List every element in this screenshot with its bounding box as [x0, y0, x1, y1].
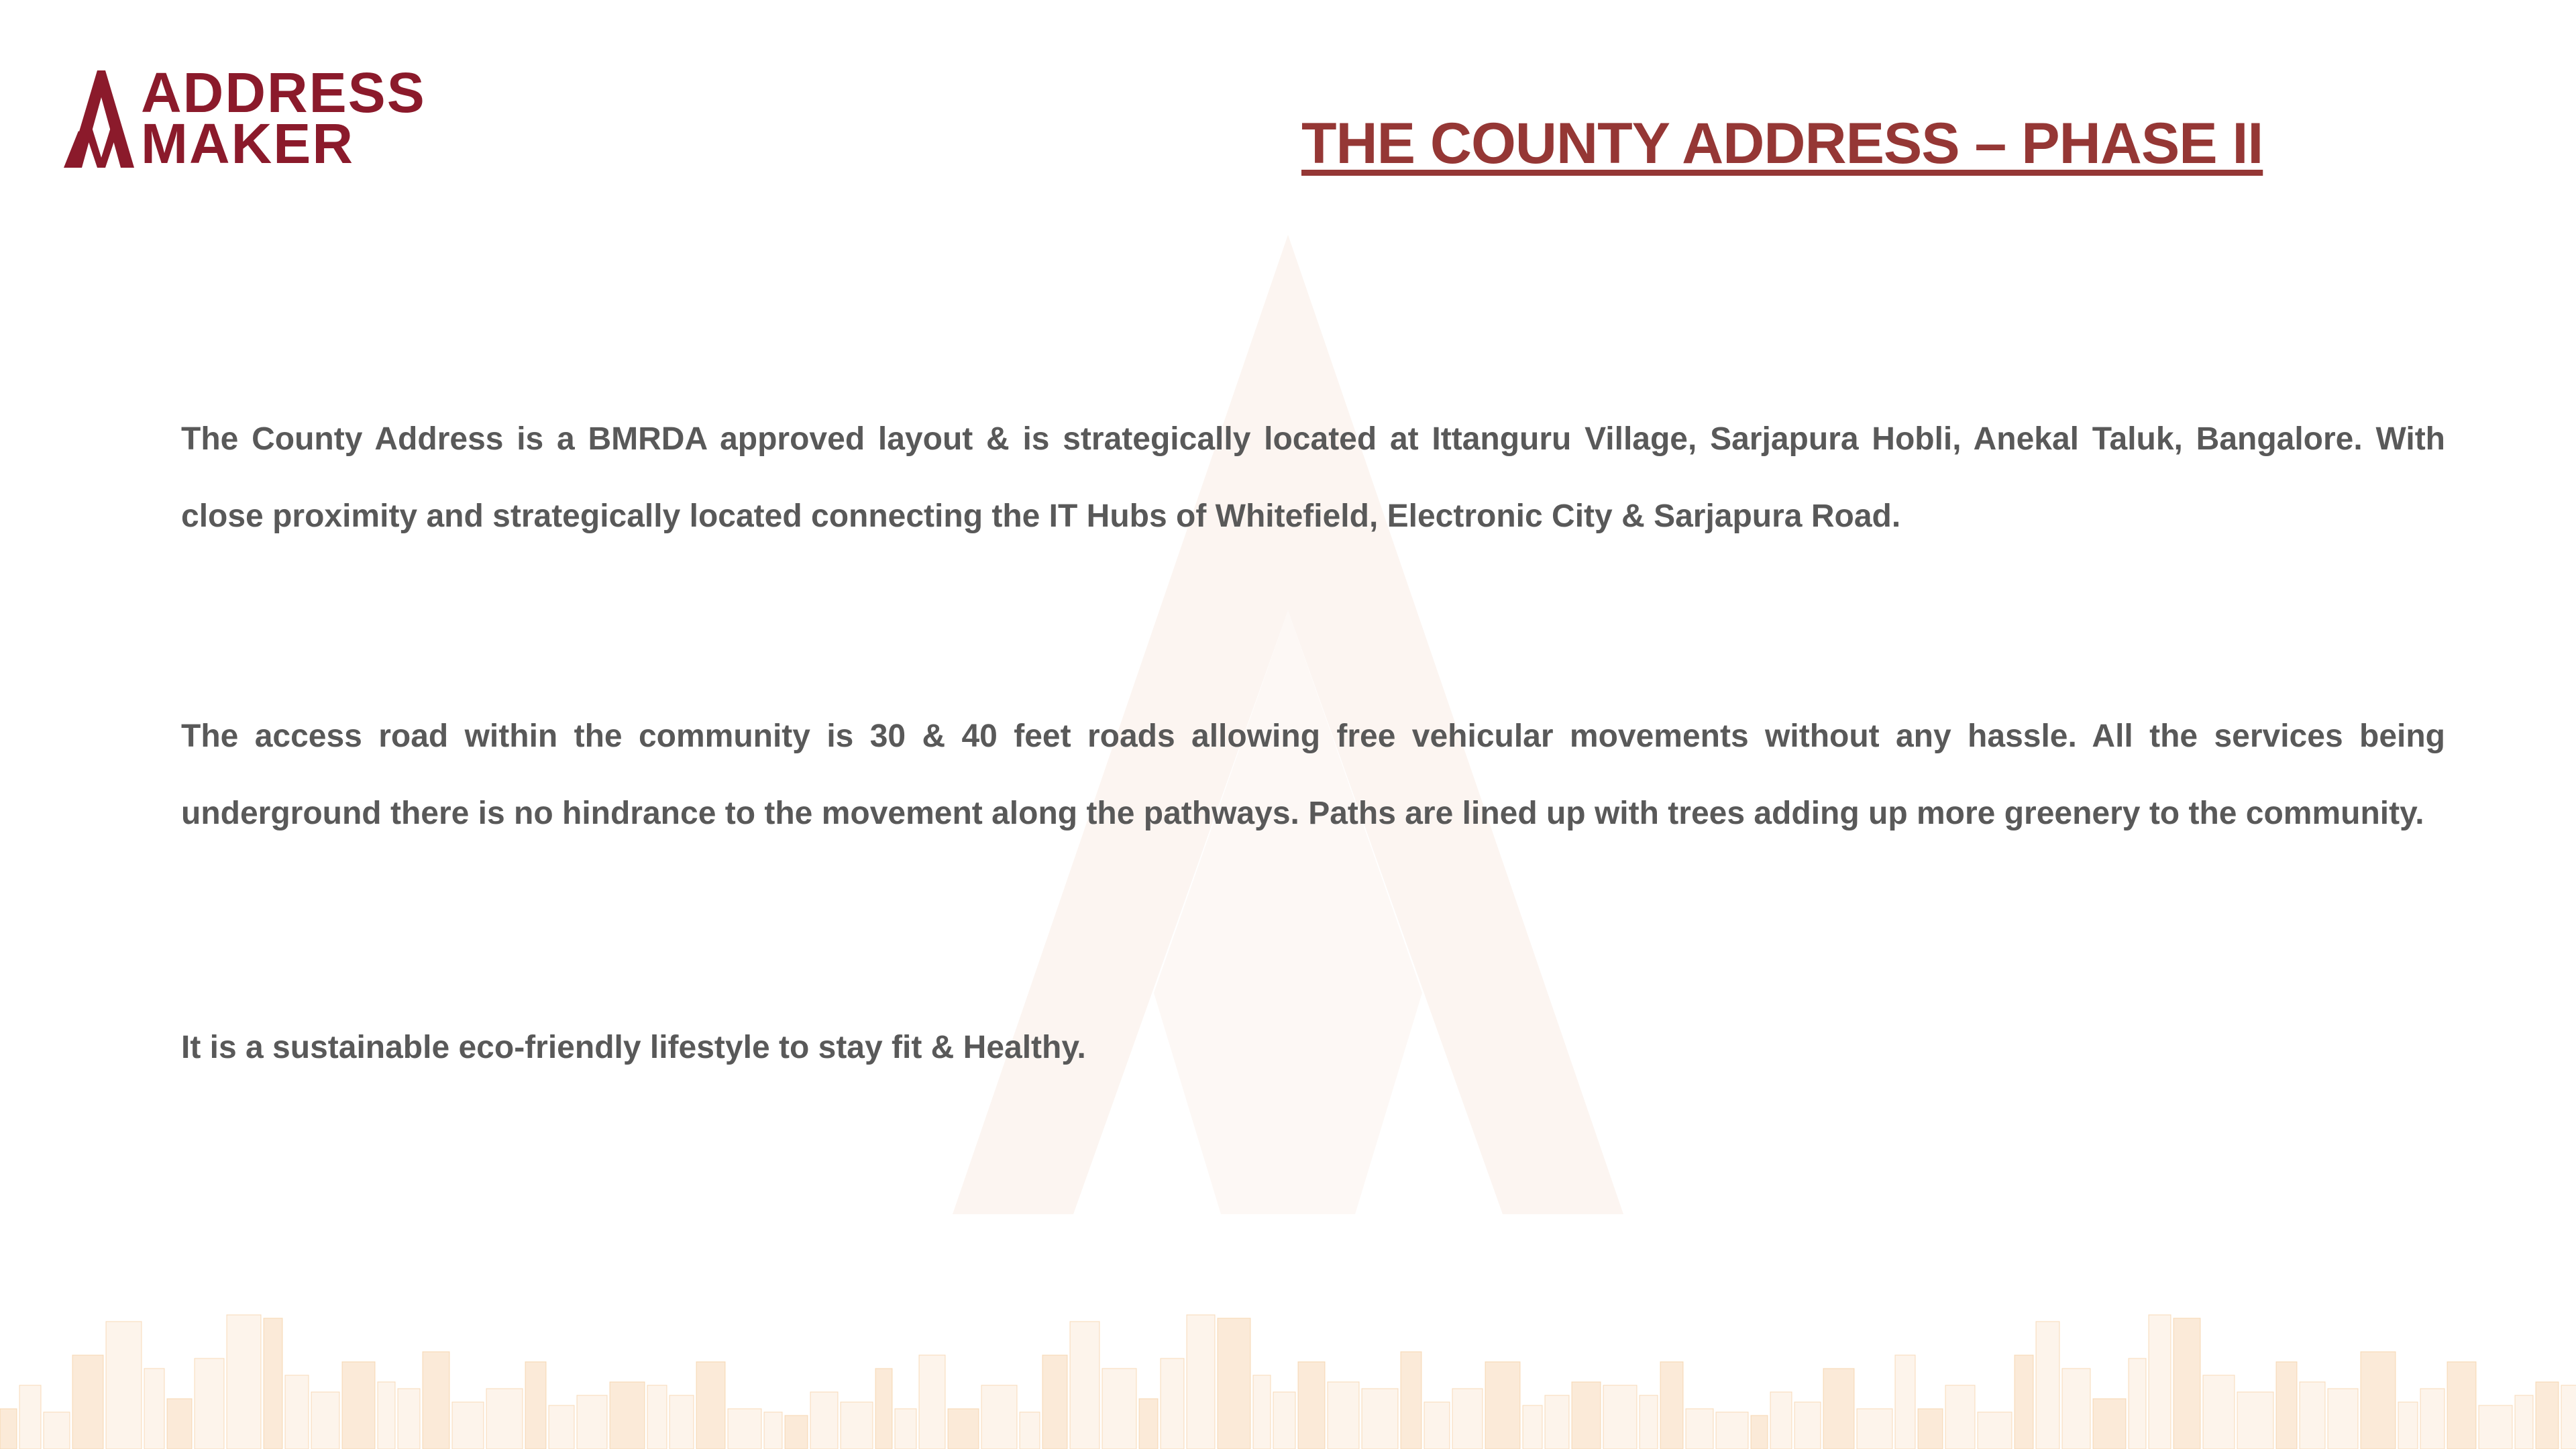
skyline-building [1978, 1412, 2012, 1449]
skyline-building [1660, 1362, 1683, 1449]
skyline-building [311, 1392, 339, 1449]
skyline-building [2515, 1395, 2533, 1449]
skyline-building [285, 1375, 309, 1449]
skyline-building [2015, 1355, 2033, 1449]
skyline-building [1102, 1368, 1136, 1449]
skyline-building [764, 1412, 782, 1449]
skyline-building [919, 1355, 945, 1449]
skyline-building [2536, 1382, 2559, 1449]
skyline-building [1273, 1392, 1295, 1449]
skyline-building [1857, 1409, 1892, 1449]
skyline-building [895, 1409, 916, 1449]
skyline-building [1020, 1412, 1040, 1449]
skyline-building [2398, 1402, 2418, 1449]
skyline-building [696, 1362, 725, 1449]
skyline-building [1452, 1389, 1483, 1449]
skyline-building [948, 1409, 979, 1449]
skyline-building [728, 1409, 761, 1449]
skyline-building [486, 1389, 523, 1449]
skyline-building [549, 1405, 574, 1449]
skyline-building [647, 1385, 667, 1449]
skyline-building [1218, 1318, 1250, 1449]
skyline-building [2420, 1389, 2445, 1449]
skyline-building [1686, 1409, 1713, 1449]
skyline-building [577, 1395, 607, 1449]
skyline-building [72, 1355, 103, 1449]
skyline-building [1362, 1389, 1398, 1449]
skyline-building [1545, 1395, 1569, 1449]
skyline-building [2203, 1375, 2235, 1449]
logo-mark-icon [64, 70, 138, 171]
skyline-building [2237, 1392, 2273, 1449]
skyline-building [875, 1368, 892, 1449]
skyline-building [1187, 1315, 1215, 1449]
skyline-building [452, 1402, 484, 1449]
skyline-building [1139, 1399, 1158, 1449]
skyline-building [1603, 1385, 1637, 1449]
skyline-building [1042, 1355, 1067, 1449]
skyline-building [2174, 1318, 2200, 1449]
skyline-building [1070, 1322, 1099, 1449]
skyline-building [1485, 1362, 1520, 1449]
skyline-building [1918, 1409, 1943, 1449]
skyline-building [981, 1385, 1017, 1449]
skyline-building [2129, 1358, 2146, 1449]
skyline-building [398, 1389, 420, 1449]
logo-line2: MAKER [141, 112, 354, 175]
skyline-building [1161, 1358, 1184, 1449]
skyline-building [264, 1318, 282, 1449]
skyline-building [2447, 1362, 2476, 1449]
skyline-building [1716, 1412, 1748, 1449]
skyline-building [144, 1368, 164, 1449]
skyline-building [2276, 1362, 2297, 1449]
skyline-building [1823, 1368, 1854, 1449]
skyline-building [610, 1382, 645, 1449]
skyline-building [1794, 1402, 1821, 1449]
skyline-building [423, 1352, 449, 1449]
skyline-building [525, 1362, 546, 1449]
skyline-building [1640, 1395, 1658, 1449]
skyline-building [2328, 1389, 2358, 1449]
skyline-building [2361, 1352, 2396, 1449]
skyline-building [106, 1322, 142, 1449]
skyline-building [227, 1315, 261, 1449]
paragraph-lifestyle: It is a sustainable eco-friendly lifestyle to stay fit & Healthy. [181, 1030, 1086, 1065]
skyline-building [669, 1395, 694, 1449]
skyline-building [1253, 1375, 1271, 1449]
paragraph-roads: The access road within the community is 30 & 40 feet roads allowing free vehicular movements without any hassle. All the services being underground there is no hindrance to the movement along the pathways. Paths are lined up with trees adding up more greenery to the community. [181, 718, 2445, 831]
skyline-building [1945, 1385, 1975, 1449]
skyline-building [2093, 1399, 2126, 1449]
page-title: THE COUNTY ADDRESS – PHASE II [1301, 111, 2263, 176]
logo-line1: ADDRESS [141, 61, 426, 124]
skyline-decoration [0, 1301, 2576, 1449]
skyline-building [2062, 1368, 2090, 1449]
skyline-building [1298, 1362, 1325, 1449]
skyline-building [44, 1412, 70, 1449]
skyline-building [378, 1382, 395, 1449]
skyline-building [2149, 1315, 2171, 1449]
skyline-building [1572, 1382, 1601, 1449]
skyline-building [2036, 1322, 2059, 1449]
skyline-building [1770, 1392, 1792, 1449]
skyline-building [1751, 1415, 1768, 1449]
skyline-building [1895, 1355, 1915, 1449]
skyline-building [167, 1399, 192, 1449]
skyline-building [1424, 1402, 1450, 1449]
address-maker-logo [64, 61, 426, 175]
skyline-building [342, 1362, 375, 1449]
skyline-building [195, 1358, 224, 1449]
skyline-building [785, 1415, 808, 1449]
skyline-building [810, 1392, 838, 1449]
skyline-building [2479, 1405, 2512, 1449]
skyline-building [1401, 1352, 1421, 1449]
skyline-building [2561, 1385, 2576, 1449]
skyline-building [1523, 1405, 1542, 1449]
skyline-building [19, 1385, 41, 1449]
paragraph-location: The County Address is a BMRDA approved layout & is strategically located at Ittanguru Village, Sarjapura Hobli, Anekal Taluk, Bangalore. With close proximity and strategically located connecting the IT Hubs of Whitefield, Electronic City & Sarjapura Road. [181, 421, 2445, 534]
skyline-building [0, 1409, 17, 1449]
skyline-building [2300, 1382, 2325, 1449]
skyline-building [1328, 1382, 1359, 1449]
skyline-building [841, 1402, 873, 1449]
